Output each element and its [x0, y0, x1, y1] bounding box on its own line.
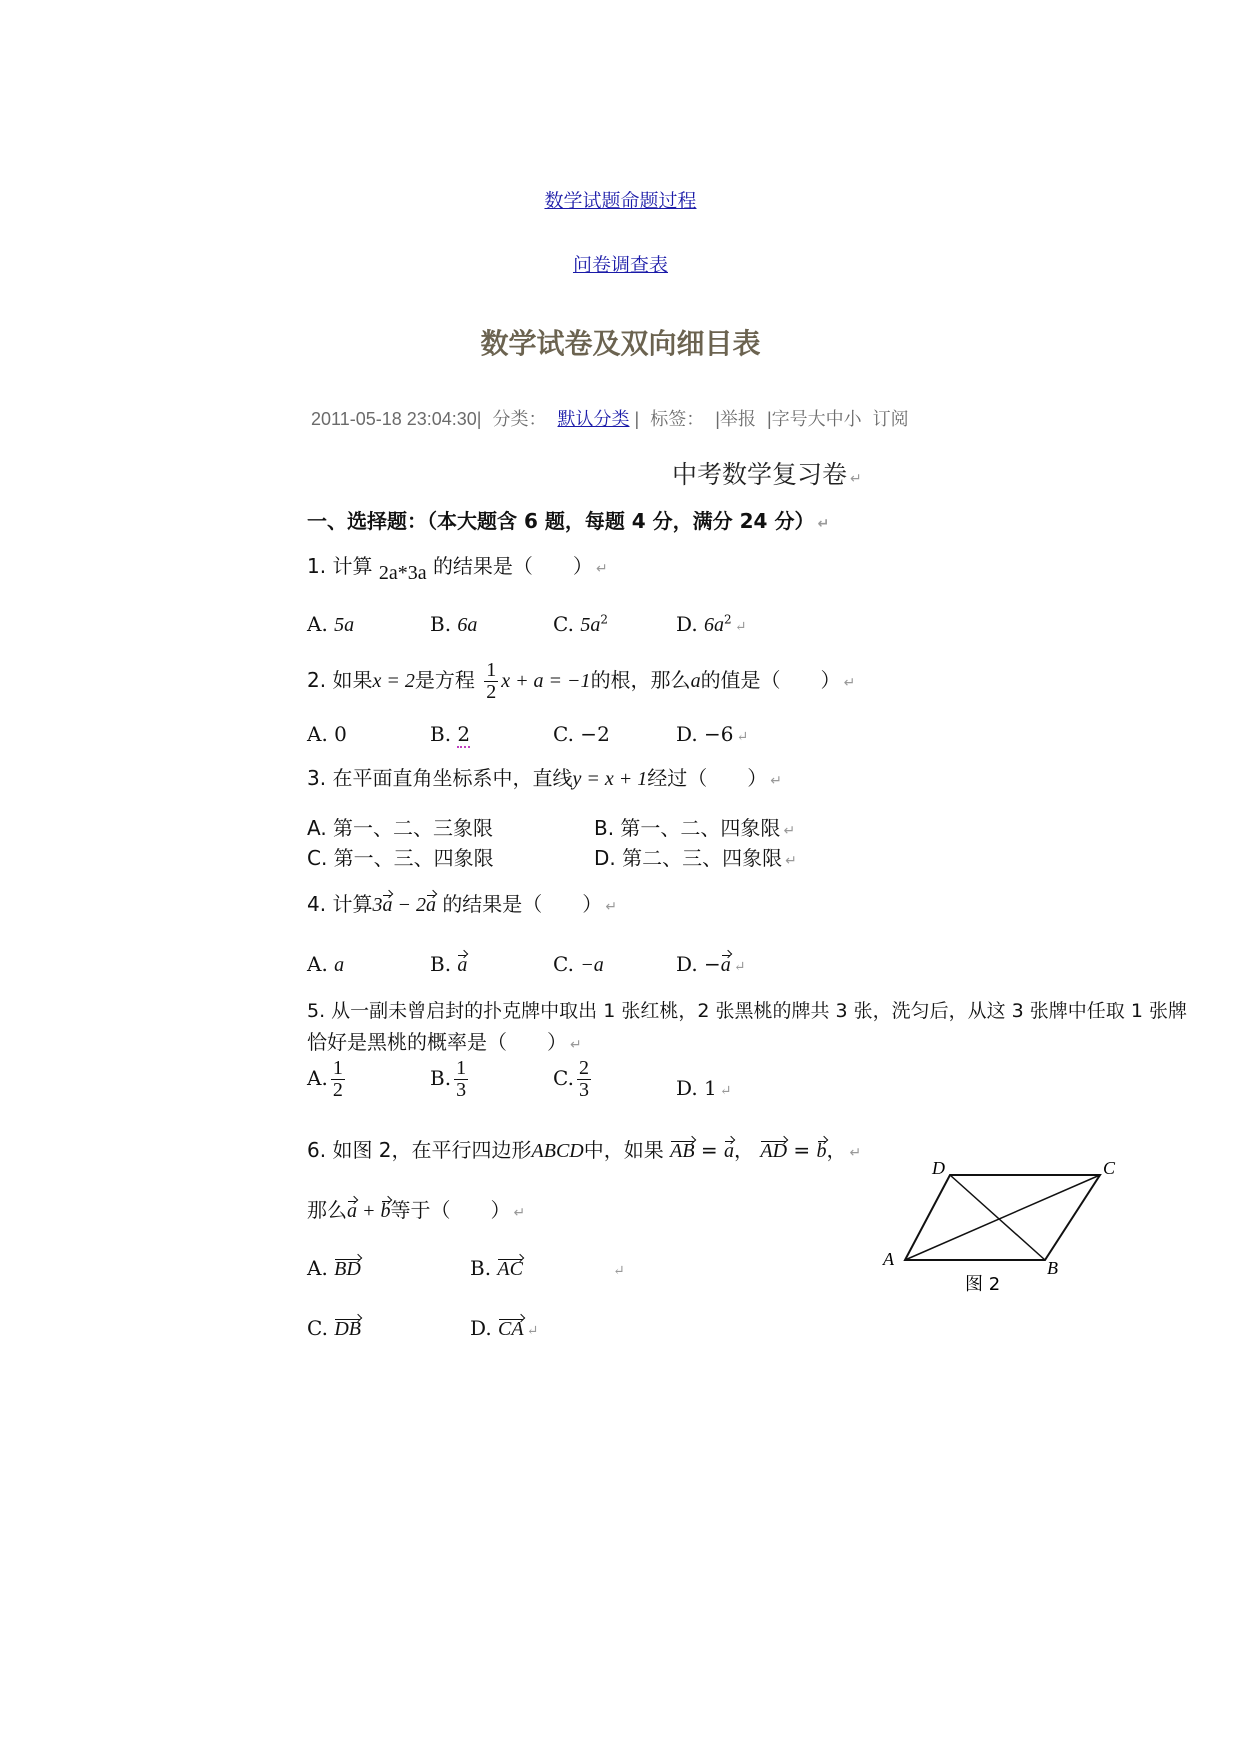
- question-6: 6. 如图 2，在平行四边形ABCD中，如果 AB = a， AD = b， ↵: [307, 1138, 862, 1162]
- q1-option-c[interactable]: C. $5a^2$: [553, 612, 608, 636]
- vertex-label-a: A: [883, 1249, 894, 1269]
- q2-fraction: $\frac{1}{2}$: [486, 659, 497, 703]
- q2-option-d[interactable]: D. −6 ↵: [676, 722, 749, 746]
- q5-option-d[interactable]: D. 1 ↵: [676, 1076, 732, 1100]
- article-meta: [311, 405, 915, 431]
- q6-option-c[interactable]: C. DB: [307, 1316, 361, 1340]
- q1-option-a[interactable]: A. 5a: [307, 612, 355, 636]
- exam-title: 中考数学复习卷 ↵: [672, 460, 862, 489]
- subscribe-link[interactable]: 订阅: [872, 409, 909, 429]
- q3-option-d[interactable]: D. 第二、三、四象限 ↵: [594, 846, 797, 870]
- vertex-label-b: B: [1047, 1258, 1058, 1278]
- font-size-control[interactable]: |字号大中小: [766, 409, 862, 429]
- question-5-line-1: 5. 从一副未曾启封的扑克牌中取出 1 张红桃，2 张黑桃的牌共 3 张，洗匀后，从这 3 张牌中任取 1 张牌: [307, 1000, 1187, 1022]
- q5-option-b[interactable]: B. $\frac{1}{3}$: [430, 1057, 467, 1101]
- link-math-exam-process[interactable]: 数学试题命题过程: [544, 190, 697, 212]
- question-4: 4. 计算3a − 2a 的结果是（ ） ↵: [307, 892, 618, 916]
- q5-option-c[interactable]: C. $\frac{2}{3}$: [553, 1057, 589, 1101]
- q1-option-d[interactable]: D. $6a^2$ ↵: [676, 612, 747, 636]
- link-questionnaire[interactable]: 问卷调查表: [572, 254, 668, 276]
- q6-option-d[interactable]: D. CA ↵: [470, 1316, 539, 1340]
- diagonal-ca: [905, 1175, 1100, 1260]
- q2-option-c[interactable]: C. −2: [553, 722, 610, 746]
- tags-label: 标签：: [650, 409, 705, 429]
- question-1: 1. 计算 2a*3a 的结果是（ ） ↵: [307, 554, 608, 584]
- post-date: 2011-05-18 23:04:30|: [311, 409, 482, 429]
- q4-option-c[interactable]: C. −a: [553, 952, 604, 976]
- q4-option-b[interactable]: B. a: [430, 952, 468, 976]
- vertex-label-d: D: [932, 1158, 945, 1178]
- q4-option-a[interactable]: A. a: [307, 952, 345, 976]
- q2-option-b[interactable]: B. 2: [430, 722, 471, 746]
- q1-option-b[interactable]: B. 6a: [430, 612, 478, 636]
- vertex-label-c: C: [1103, 1158, 1116, 1178]
- q5-option-a[interactable]: A. $\frac{1}{2}$: [307, 1057, 343, 1101]
- q3-option-b[interactable]: B. 第一、二、四象限 ↵: [594, 816, 796, 840]
- q1-expression: 2a*3a: [378, 562, 427, 584]
- parallelogram-figure: [875, 1150, 1135, 1300]
- figure-caption: 图 2: [965, 1274, 1001, 1295]
- article-title: 数学试卷及双向细目表: [480, 327, 761, 360]
- report-link[interactable]: |举报: [715, 409, 756, 429]
- question-3: 3. 在平面直角坐标系中，直线y = x + 1经过（ ） ↵: [307, 766, 782, 790]
- q4-option-d[interactable]: D. −a ↵: [676, 952, 746, 976]
- q2-option-a[interactable]: A. 0: [307, 722, 347, 746]
- diagonal-db: [950, 1175, 1045, 1260]
- category-label: 分类：: [492, 409, 547, 429]
- question-6-line-2: 那么a + b等于（ ） ↵: [307, 1198, 526, 1222]
- q6-option-a[interactable]: A. BD: [307, 1256, 361, 1280]
- category-link[interactable]: 默认分类: [557, 409, 630, 429]
- question-5-line-2: 恰好是黑桃的概率是（ ） ↵: [307, 1030, 582, 1054]
- question-2: 2. 如果x = 2是方程 $\frac{1}{2}$ x + a = −1的根，那么a的值是（ ） ↵: [307, 659, 856, 703]
- meta-separator: |: [634, 409, 640, 429]
- q6-option-b[interactable]: B. AC ↵: [470, 1256, 625, 1280]
- q3-option-a[interactable]: A. 第一、二、三象限: [307, 816, 494, 840]
- q3-option-c[interactable]: C. 第一、三、四象限: [307, 846, 494, 870]
- section-heading: 一、选择题：（本大题含 6 题，每题 4 分，满分 24 分） ↵: [307, 509, 830, 533]
